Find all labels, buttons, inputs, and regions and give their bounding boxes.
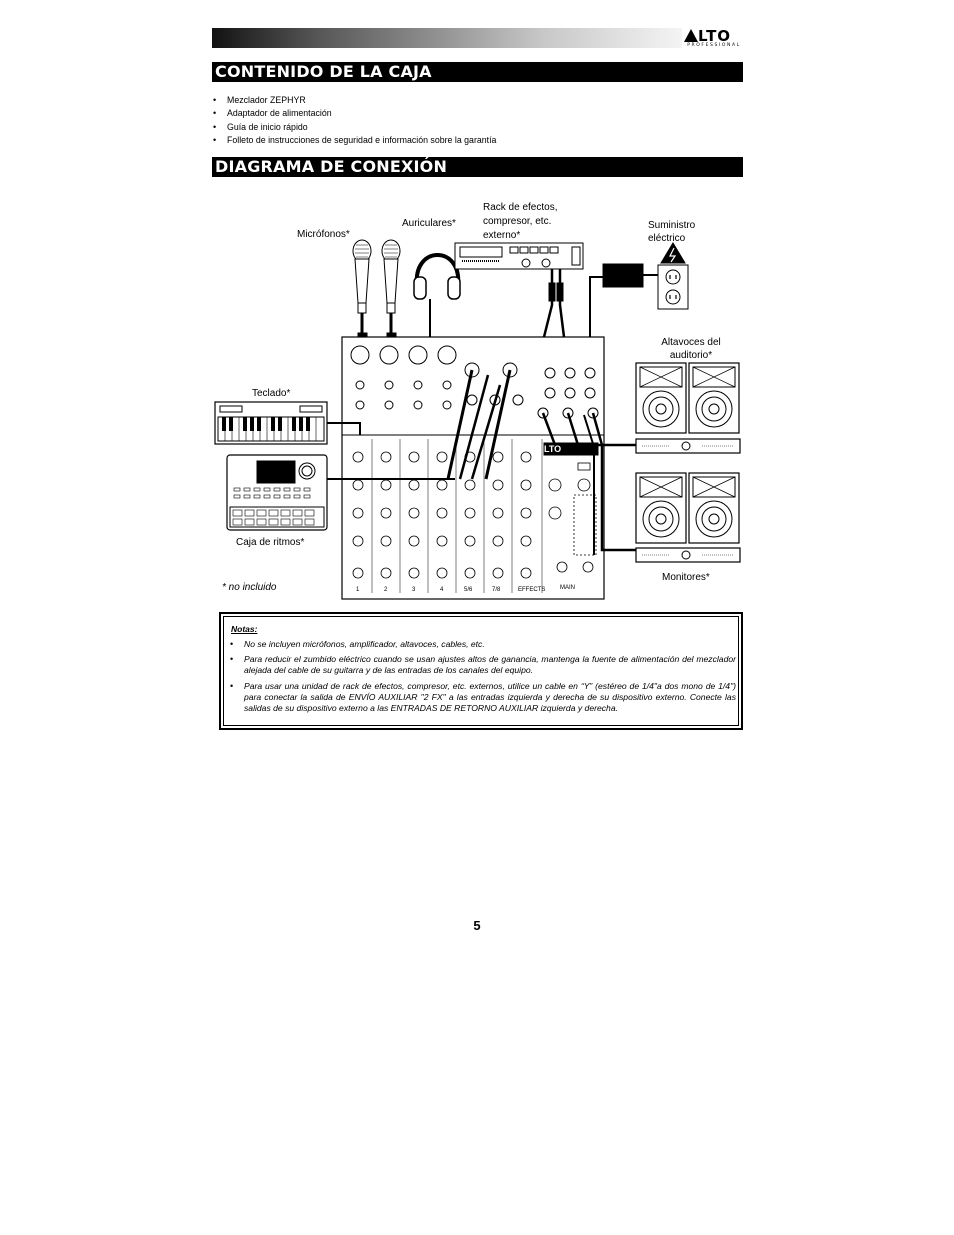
notes-box (219, 612, 743, 730)
mixer-icon (342, 337, 604, 599)
section-title-diagram: DIAGRAMA DE CONEXIÓN (212, 157, 743, 177)
label-power-line2: eléctrico (648, 233, 686, 244)
label-rack-line3: externo* (483, 230, 521, 241)
mixer-brand: LTO (544, 444, 562, 454)
header-gradient-bar (212, 28, 682, 48)
label-monitors: Monitores* (662, 572, 710, 583)
label-microphones: Micrófonos* (297, 229, 350, 240)
microphone-icon (353, 240, 371, 313)
label-power-line1: Suministro (648, 220, 696, 231)
mixer-main-label: MAIN (560, 585, 575, 591)
label-keyboard: Teclado* (252, 388, 291, 399)
mixer-channel-label: 1 (356, 587, 360, 593)
contents-list (212, 94, 496, 147)
alto-logo (684, 28, 744, 50)
label-headphones: Auriculares* (402, 218, 456, 229)
high-voltage-icon (661, 243, 685, 263)
label-rack-line2: compresor, etc. (483, 216, 552, 227)
list-item: • Para reducir el zumbido eléctrico cuando se usan ajustes altos de ganancia, mantenga la fuente de alimentación del mezclador alejada del cable de su guitarra y de las entradas de los canales del equipo. (230, 654, 736, 676)
list-item: • Mezclador ZEPHYR (212, 94, 496, 107)
mixer-channel-label: 3 (412, 587, 416, 593)
label-speakers-line1: Altavoces del (661, 337, 721, 348)
power-outlet-icon (658, 265, 688, 309)
logo-triangle-icon (684, 29, 698, 42)
mixer-effects-label: EFFECTS (518, 587, 546, 593)
logo-text: LTO (698, 27, 732, 45)
speaker-icon (689, 473, 739, 543)
list-item: • Para usar una unidad de rack de efectos, compresor, etc. externos, utilice un cable en “Y” (estéreo de 1/4"a dos mono de 1/4") para conectar la salida de ENVÍO AUXILIAR "2 FX" a las entradas izquierda y derecha de su dispositivo externo. Conecte las salidas de su dispositivo externo a las ENTRADAS DE RETORNO AUXILIAR izquierda y derecha. (230, 681, 736, 715)
label-speakers-line2: auditorio* (669, 350, 713, 361)
speaker-icon (636, 473, 686, 543)
notes-title: Notas: (231, 624, 258, 634)
page-number: 5 (473, 918, 481, 933)
label-rack-line1: Rack de efectos, (483, 202, 558, 213)
amplifier-icon (636, 548, 740, 562)
effects-rack-icon (455, 243, 583, 269)
list-item: • Adaptador de alimentación (212, 107, 496, 120)
keyboard-icon (215, 402, 327, 444)
connection-diagram (210, 195, 750, 605)
label-not-included: * no incluido (222, 582, 277, 593)
mixer-channel-label: 5/6 (464, 587, 473, 593)
mixer-channel-label: 2 (384, 587, 388, 593)
section-title-contents: CONTENIDO DE LA CAJA (212, 62, 743, 82)
notes-list (230, 639, 736, 718)
notes-box-inner (223, 616, 739, 726)
mixer-channel-label: 4 (440, 587, 444, 593)
speaker-icon (636, 363, 686, 433)
list-item: • Guía de inicio rápido (212, 121, 496, 134)
microphone-icon (382, 240, 400, 313)
speaker-icon (689, 363, 739, 433)
logo-subtext: PROFESSIONAL (687, 43, 741, 48)
mixer-channel-label: 7/8 (492, 587, 501, 593)
drum-machine-icon (227, 455, 327, 530)
headphones-icon (414, 255, 460, 299)
list-item: • No se incluyen micrófonos, amplificador, altavoces, cables, etc. (230, 639, 736, 650)
list-item: • Folleto de instrucciones de seguridad e información sobre la garantía (212, 134, 496, 147)
label-drum-machine: Caja de ritmos* (236, 537, 305, 548)
amplifier-icon (636, 439, 740, 453)
